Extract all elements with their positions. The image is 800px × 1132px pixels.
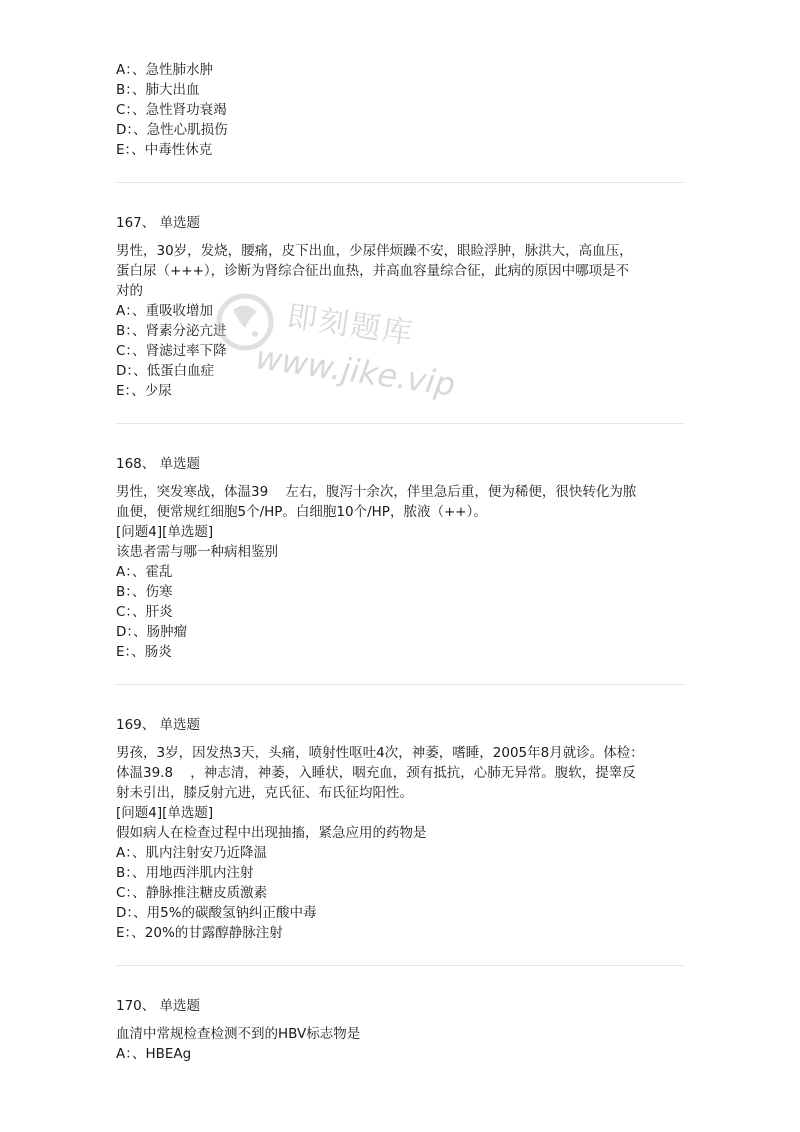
options-list bbox=[116, 843, 686, 943]
question-stem bbox=[116, 1024, 676, 1044]
watermark-text: 即刻题库 bbox=[284, 299, 417, 352]
option[interactable]: B：、肾素分泌亢进 bbox=[116, 323, 227, 339]
watermark-url: www.jike.vip bbox=[253, 338, 458, 404]
option[interactable]: C：、肝炎 bbox=[116, 604, 173, 620]
option[interactable]: A：、霍乱 bbox=[116, 564, 173, 580]
option[interactable]: A：、急性肺水肿 bbox=[116, 62, 213, 78]
stem-line: 蛋白尿（+++），诊断为肾综合征出血热，并高血容量综合征，此病的原因中哪项是不 bbox=[116, 263, 630, 279]
options-list bbox=[116, 301, 686, 401]
previous-question-options bbox=[116, 60, 686, 160]
divider bbox=[116, 965, 684, 966]
option[interactable]: C：、急性肾功衰竭 bbox=[116, 102, 227, 118]
sub-question-tag: [问题4][单选题] bbox=[116, 805, 214, 821]
option[interactable]: E：、20%的甘露醇静脉注射 bbox=[116, 925, 283, 941]
question-168 bbox=[116, 454, 686, 662]
option[interactable]: B：、伤寒 bbox=[116, 584, 173, 600]
question-header: 169、 单选题 bbox=[116, 717, 201, 733]
exam-page bbox=[116, 60, 686, 1064]
option[interactable]: E：、肠炎 bbox=[116, 644, 172, 660]
sub-question bbox=[116, 522, 686, 562]
stem-line: 血便，便常规红细胞5个/HP。白细胞10个/HP，脓液（++）。 bbox=[116, 504, 487, 520]
question-167 bbox=[116, 213, 686, 401]
option[interactable]: D：、急性心肌损伤 bbox=[116, 122, 228, 138]
divider bbox=[116, 423, 684, 424]
question-stem bbox=[116, 743, 676, 803]
option[interactable]: B：、用地西泮肌内注射 bbox=[116, 865, 254, 881]
options-list bbox=[116, 562, 686, 662]
option[interactable]: B：、肺大出血 bbox=[116, 82, 200, 98]
option[interactable]: A：、HBEAg bbox=[116, 1046, 192, 1062]
stem-line: 男性，突发寒战，体温39 左右，腹泻十余次，伴里急后重，便为稀便，很快转化为脓 bbox=[116, 484, 637, 500]
question-header: 168、 单选题 bbox=[116, 456, 201, 472]
stem-line: 对的 bbox=[116, 283, 143, 299]
question-stem bbox=[116, 482, 676, 522]
stem-line: 男性，30岁，发烧，腰痛，皮下出血，少尿伴烦躁不安，眼睑浮肿，脉洪大，高血压， bbox=[116, 243, 633, 259]
stem-line: 男孩，3岁，因发热3天，头痛，喷射性呕吐4次，神萎，嗜睡，2005年8月就诊。体检： bbox=[116, 745, 644, 761]
sub-question-text: 假如病人在检查过程中出现抽搐，紧急应用的药物是 bbox=[116, 825, 427, 841]
stem-line: 射未引出，膝反射亢进，克氏征、布氏征均阳性。 bbox=[116, 785, 413, 801]
question-stem bbox=[116, 241, 676, 301]
question-169 bbox=[116, 715, 686, 943]
sub-question-tag: [问题4][单选题] bbox=[116, 524, 214, 540]
option[interactable]: E：、中毒性休克 bbox=[116, 142, 213, 158]
option[interactable]: D：、肠肿瘤 bbox=[116, 624, 188, 640]
sub-question-text: 该患者需与哪一种病相鉴别 bbox=[116, 544, 278, 560]
divider bbox=[116, 182, 684, 183]
option[interactable]: E：、少尿 bbox=[116, 383, 172, 399]
option[interactable]: D：、用5%的碳酸氢钠纠正酸中毒 bbox=[116, 905, 317, 921]
sub-question bbox=[116, 803, 686, 843]
option[interactable]: A：、肌内注射安乃近降温 bbox=[116, 845, 267, 861]
question-header: 167、 单选题 bbox=[116, 215, 201, 231]
stem-line: 血清中常规检查检测不到的HBV标志物是 bbox=[116, 1026, 361, 1042]
option[interactable]: D：、低蛋白血症 bbox=[116, 363, 215, 379]
option[interactable]: A：、重吸收增加 bbox=[116, 303, 213, 319]
options-list bbox=[116, 1044, 686, 1064]
option[interactable]: C：、肾滤过率下降 bbox=[116, 343, 227, 359]
question-170 bbox=[116, 996, 686, 1064]
stem-line: 体温39.8 ，神志清，神萎，入睡状，咽充血，颈有抵抗，心肺无异常。腹软，提睾反 bbox=[116, 765, 636, 781]
option[interactable]: C：、静脉推注糖皮质激素 bbox=[116, 885, 268, 901]
question-header: 170、 单选题 bbox=[116, 998, 201, 1014]
divider bbox=[116, 684, 684, 685]
